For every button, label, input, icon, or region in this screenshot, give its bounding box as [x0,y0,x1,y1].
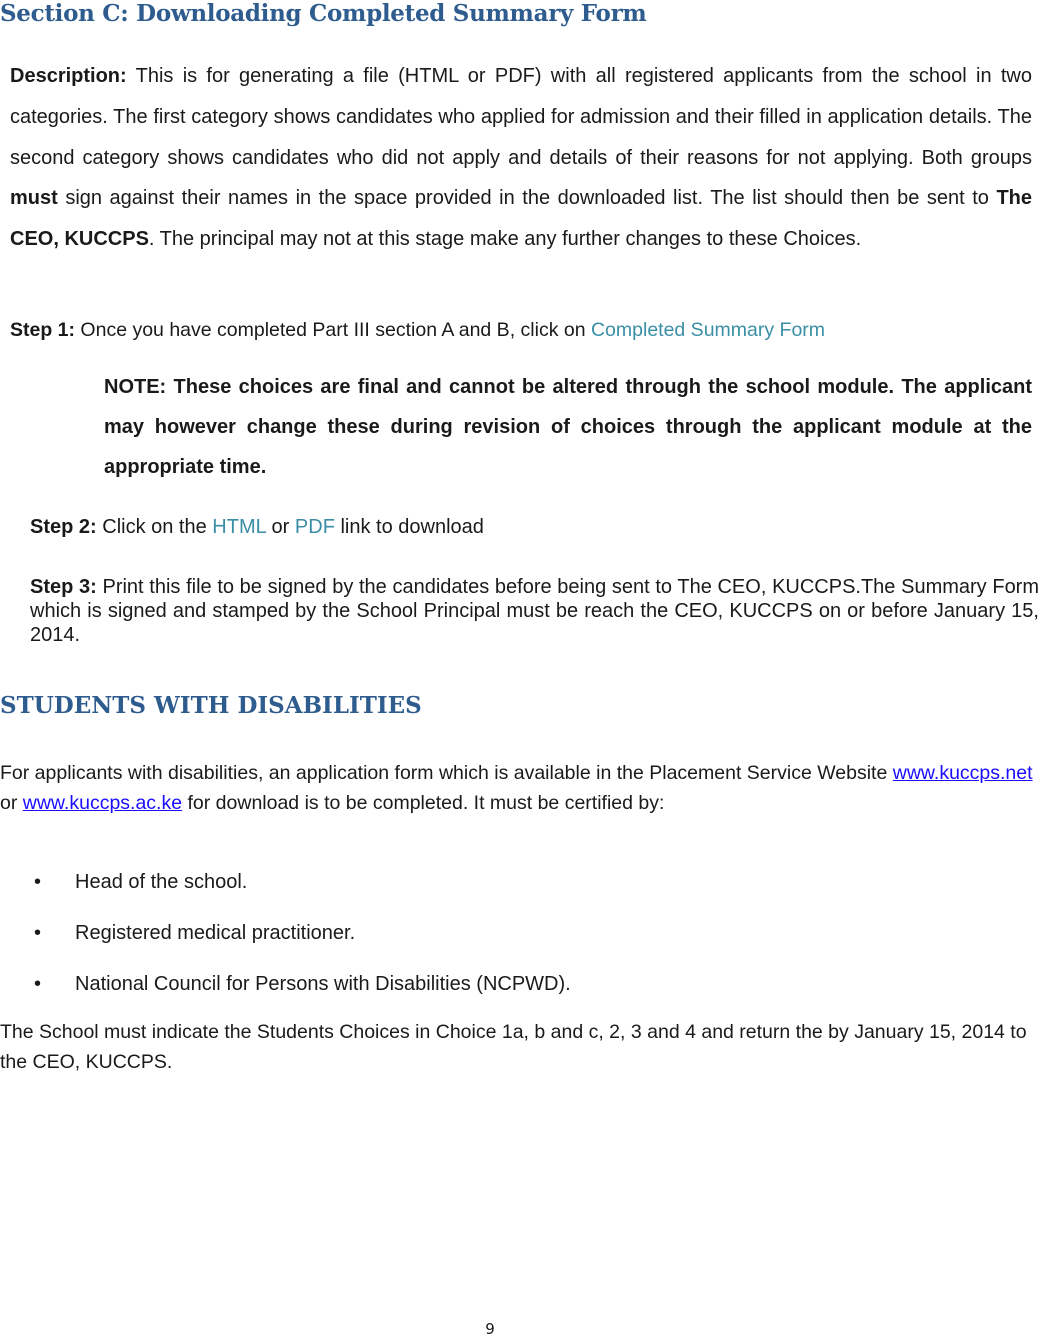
description-text-3: . The principal may not at this stage make any further changes to these Choices. [148,228,862,251]
list-item [0,916,1040,967]
list-item-text: National Council for Persons with Disabilities (NCPWD). [75,973,571,995]
kuccps-net-link[interactable]: www.kuccps.net [892,762,1033,784]
step-1 [10,317,930,343]
step-1-label: Step 1: [10,319,76,341]
step-2-label: Step 2: [30,516,97,538]
description-text-1: This is for generating a file (HTML or PDF) with all registered applicants from the school in two categories. The first category shows candidates who applied for admission and their filled in application details. The second category shows candidates who did not apply and details of their reasons for not applying. Both groups [10,65,1032,169]
bullet-icon: • [34,922,42,944]
step-3-label: Step 3: [30,576,97,598]
step-2 [30,515,484,539]
bullet-icon: • [34,871,42,893]
disabilities-heading: STUDENTS WITH DISABILITIES [0,692,422,719]
page-number: 9 [485,1320,495,1338]
certifier-list [0,865,1040,1018]
bullet-icon: • [34,973,42,995]
disabilities-text-2: for download is to be completed. It must be certified by: [182,792,665,814]
completed-summary-form-link[interactable]: Completed Summary Form [590,319,826,341]
step-3 [30,575,1039,647]
description-text-2: sign against their names in the space provided in the downloaded list. The list should then be sent to [57,187,997,210]
step-2-text-2: link to download [334,516,484,538]
description-must: must [10,187,58,210]
description-ceo: The CEO, KUCCPS [10,187,1032,251]
step-3-text: Print this file to be signed by the candidates before being sent to The CEO, KUCCPS.The Summary Form which is signed and stamped by the School Principal must be reach the CEO, KUCCPS on or before January 15, 2014. [30,576,1040,646]
html-link[interactable]: HTML [212,516,266,538]
disabilities-paragraph [0,758,1040,818]
description-label: Description: [10,65,127,87]
list-item [0,967,1040,1018]
list-item-text: Registered medical practitioner. [75,922,356,944]
list-item [0,865,1040,916]
step-2-text-1: Click on the [96,516,213,538]
kuccps-ac-ke-link[interactable]: www.kuccps.ac.ke [22,792,183,814]
disabilities-or: or [0,792,23,814]
description-paragraph [10,56,1032,260]
section-c-heading: Section C: Downloading Completed Summary Form [0,0,647,27]
step-1-text: Once you have completed Part III section A and B, click on [75,319,591,341]
pdf-link[interactable]: PDF [294,516,335,538]
step-2-or: or [266,516,295,538]
note-paragraph: NOTE: These choices are final and cannot be altered through the school module. The applicant may however change these during revision of choices through the applicant module at the appropriate time. [104,376,1032,478]
disabilities-text-1: For applicants with disabilities, an application form which is available in the Placement Service Website [0,762,893,784]
final-paragraph: The School must indicate the Students Choices in Choice 1a, b and c, 2, 3 and 4 and return the by January 15, 2014 to the CEO, KUCCPS. [0,1021,1027,1073]
list-item-text: Head of the school. [75,871,248,893]
